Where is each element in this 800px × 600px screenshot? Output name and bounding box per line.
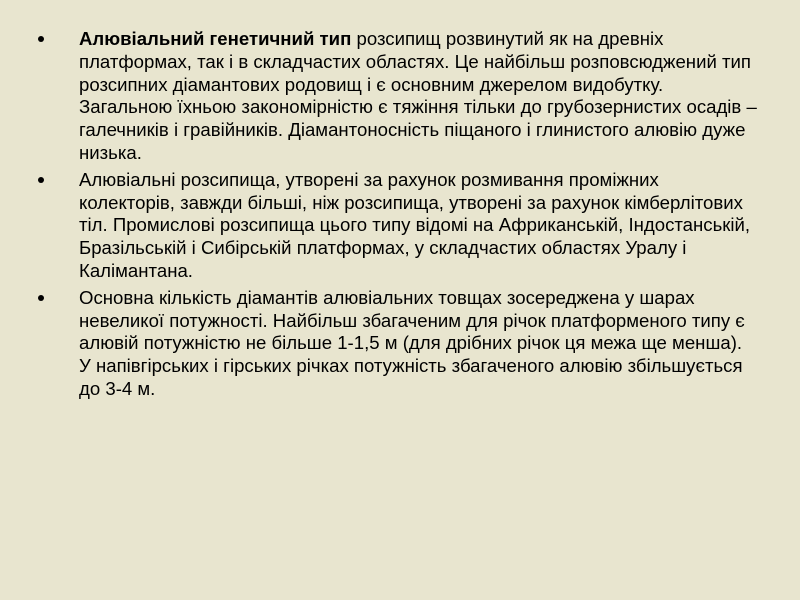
- bullet-body-text: Алювіальні розсипища, утворені за рахунок розмивання проміжних колекторів, завжди більші, ніж розсипища, утворені за рахунок кімберлітових тіл. Промислові розсипища цього типу відомі на Африканській, Індостанській, Бразільській і Сибірській платформах, у складчастих областях Уралу і Калімантана.: [79, 168, 751, 281]
- bullet-item-alluvial-type: [38, 28, 758, 165]
- bullet-item-alluvial-placers: [38, 169, 758, 283]
- bullet-dot-icon: [38, 36, 44, 42]
- bullet-dot-icon: [38, 295, 44, 301]
- bullet-body-text: Основна кількість діамантів алювіальних товщах зосереджена у шарах невеликої потужності. Найбільш збагаченим для річок платформеного типу є алювій потужністю не більше 1-1,5 м (для дрібних річок ця межа ще менша). У напівгірських і гірських річках потужність збагаченого алювію збільшується до 3-4 м.: [79, 286, 745, 399]
- bullet-dot-icon: [38, 177, 44, 183]
- bullet-list: [38, 28, 758, 405]
- bullet-item-diamond-concentration: [38, 287, 758, 401]
- bullet-lead-text: Алювіальний генетичний тип: [79, 28, 352, 49]
- bullet-body-text: розсипищ розвинутий як на древніх платформах, так і в складчастих областях. Це найбільш розповсюджений тип розсипних діамантових родовищ і є основним джерелом видобутку. Загальною їхньою закономірністю є тяжіння тільки до грубозернистих осадів – галечників і гравійників. Діамантоносність піщаного і глинистого алювію дуже низька.: [79, 28, 757, 163]
